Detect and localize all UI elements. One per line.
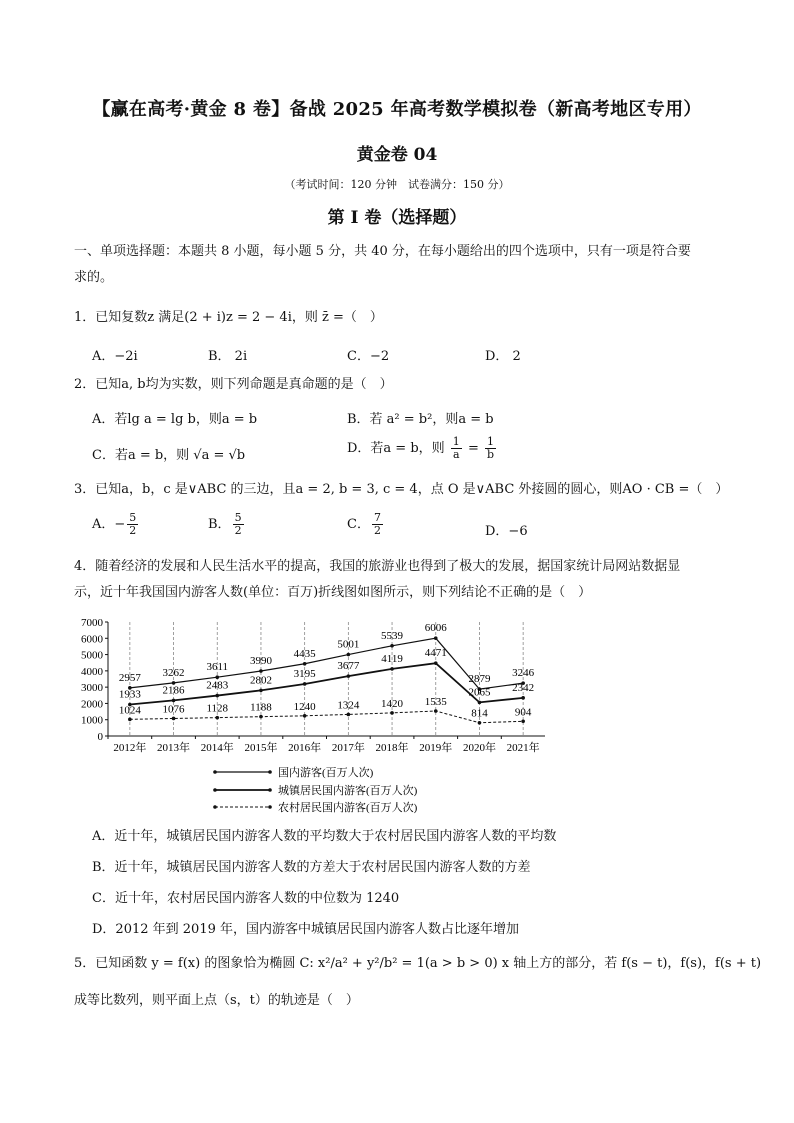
q3-stem: 3．已知a，b，c 是∨ABC 的三边，且a = 2, b = 3, c = 4，点 O 是∨ABC 外接圆的圆心，则AO · CB =（ ） [74, 482, 729, 497]
q5-stem-line2: 成等比数列，则平面上点（s，t）的轨迹是（ ） [74, 993, 359, 1008]
q3-option-b: B． $\frac{5}{2}$ [208, 511, 242, 537]
q5-stem-line1: 5．已知函数 y = f(x) 的图象恰为椭圆 C: x²/a² + y²/b² = 1(a > b > 0) x 轴上方的部分，若 f(s − t)，f(s)，f(s + t) [74, 956, 762, 971]
chart-data-labels [119, 622, 535, 720]
data-point [521, 696, 525, 700]
q4-stem-line2: 示，近十年我国国内游客人数(单位：百万)折线图如图所示，则下列结论不正确的是（ ） [74, 585, 592, 600]
data-label: 4471 [424, 647, 447, 660]
data-point [347, 674, 351, 678]
data-label: 1188 [250, 701, 272, 714]
data-label: 2065 [468, 686, 491, 699]
y-tick-label: 3000 [81, 682, 103, 695]
data-label: 2957 [118, 671, 141, 684]
q1-option-a: A．−2i [92, 349, 138, 364]
y-tick-label: 0 [97, 731, 103, 743]
y-tick-label: 1000 [81, 714, 103, 727]
data-point [347, 713, 351, 717]
section-instruction-line1: 一、单项选择题：本题共 8 小题，每小题 5 分，共 40 分，在每小题给出的四个选项中，只有一项是符合要 [74, 244, 691, 259]
q2-d-fraction-1: $\frac{1}{a}$ [452, 435, 460, 461]
x-tick-label: 2019年 [419, 742, 453, 754]
data-label: 814 [471, 707, 488, 720]
q2-option-d-prefix: D．若a = b，则 [347, 441, 445, 456]
q4-option-b: B．近十年，城镇居民国内游客人数的方差大于农村居民国内游客人数的方差 [92, 860, 531, 875]
q2-option-b: B．若 a² = b²，则a = b [347, 412, 494, 427]
data-point [478, 701, 482, 705]
q4-option-c: C．近十年，农村居民国内游客人数的中位数为 1240 [92, 891, 400, 906]
q1-option-d: D． 2 [485, 349, 521, 364]
part-title: 第 I 卷（选择题） [327, 208, 467, 228]
x-tick-label: 2012年 [113, 742, 147, 754]
section-instruction-line2: 求的。 [74, 270, 114, 285]
x-tick-label: 2017年 [331, 742, 365, 754]
x-tick-label: 2016年 [288, 742, 322, 754]
data-point [172, 717, 176, 721]
q2-option-d: D．若a = b，则 $\frac{1}{a}$ = $\frac{1}{b}$ [347, 435, 494, 461]
q3-a-fraction: $\frac{5}{2}$ [129, 511, 137, 537]
x-tick-label: 2018年 [375, 742, 409, 754]
x-tick-label: 2013年 [157, 742, 191, 754]
data-point [434, 636, 438, 640]
y-tick-label: 5000 [81, 649, 103, 662]
data-label: 2879 [468, 673, 491, 686]
data-label: 3195 [293, 667, 316, 680]
data-label: 2186 [162, 684, 185, 697]
q2-d-fraction-2: $\frac{1}{b}$ [486, 435, 494, 461]
data-point [521, 719, 525, 723]
exam-info: （考试时间：120 分钟 试卷满分：150 分） [284, 178, 510, 191]
data-label: 3246 [512, 667, 535, 680]
data-label: 4435 [293, 647, 316, 660]
q4-stem-line1: 4．随着经济的发展和人民生活水平的提高，我国的旅游业也得到了极大的发展，据国家统计局网站数据显 [74, 559, 681, 574]
data-label: 3990 [249, 655, 272, 668]
data-label: 1024 [118, 704, 141, 717]
data-point [172, 699, 176, 703]
q4-option-d: D．2012 年到 2019 年，国内游客中城镇居民国内游客人数占比逐年增加 [92, 922, 519, 937]
q3-c-fraction: $\frac{7}{2}$ [373, 511, 381, 537]
data-point [259, 689, 263, 693]
chart-legend [210, 764, 470, 816]
data-point [390, 711, 394, 715]
q1-option-c: C．−2 [347, 349, 390, 364]
exam-subtitle: 黄金卷 04 [356, 145, 438, 165]
data-point [390, 644, 394, 648]
x-tick-label: 2020年 [462, 742, 496, 754]
data-label: 1240 [293, 700, 316, 713]
data-label: 1933 [118, 688, 141, 701]
data-point [303, 714, 307, 718]
exam-title: 【赢在高考·黄金 8 卷】备战 2025 年高考数学模拟卷（新高考地区专用） [92, 99, 702, 120]
data-point [259, 669, 263, 673]
x-tick-label: 2021年 [506, 742, 540, 754]
data-point [215, 716, 219, 720]
data-point [434, 661, 438, 665]
y-tick-label: 2000 [81, 698, 103, 711]
data-point [303, 662, 307, 666]
y-tick-label: 4000 [81, 665, 103, 678]
q3-b-fraction: $\frac{5}{2}$ [234, 511, 242, 537]
data-point [478, 721, 482, 725]
data-label: 4119 [381, 652, 403, 665]
x-tick-label: 2014年 [200, 742, 234, 754]
y-tick-label: 6000 [81, 633, 103, 646]
data-label: 3611 [206, 661, 229, 674]
q3-option-a: A．− $\frac{5}{2}$ [92, 511, 137, 537]
data-label: 1076 [162, 703, 185, 716]
data-label: 2483 [206, 679, 229, 692]
data-label: 1128 [206, 702, 229, 715]
q3-option-c: C． $\frac{7}{2}$ [347, 511, 381, 537]
data-label: 1535 [424, 696, 447, 709]
data-label: 2342 [512, 681, 535, 694]
legend-label-urban: 城镇居民国内游客(百万人次) [278, 785, 418, 797]
data-point [434, 709, 438, 713]
data-label: 1324 [337, 699, 360, 712]
legend-label-rural: 农村居民国内游客(百万人次) [278, 802, 418, 814]
data-label: 6006 [424, 622, 447, 635]
data-label: 904 [514, 706, 532, 719]
data-point [259, 715, 263, 719]
x-tick-label: 2015年 [244, 742, 278, 754]
q1-stem: 1．已知复数z 满足(2 + i)z = 2 − 4i，则 z̄ =（ ） [74, 310, 383, 325]
data-point [215, 694, 219, 698]
q2-option-a: A．若lg a = lg b，则a = b [92, 412, 258, 427]
series-line-1 [130, 663, 523, 704]
data-point [347, 653, 351, 657]
data-label: 3677 [337, 660, 360, 673]
q3-option-d: D．−6 [485, 524, 528, 539]
legend-label-total: 国内游客(百万人次) [278, 767, 374, 779]
data-point [390, 667, 394, 671]
data-label: 5001 [337, 638, 360, 651]
data-label: 1420 [381, 697, 404, 710]
q2-stem: 2．已知a, b均为实数，则下列命题是真命题的是（ ） [74, 377, 393, 392]
data-label: 5539 [381, 629, 404, 642]
data-point [128, 718, 132, 722]
chart-series [128, 636, 525, 724]
q1-option-b: B． 2i [208, 349, 248, 364]
q2-option-c: C．若a = b，则 √a = √b [92, 448, 246, 463]
data-point [215, 675, 219, 679]
q4-option-a: A．近十年，城镇居民国内游客人数的平均数大于农村居民国内游客人数的平均数 [92, 829, 557, 844]
data-label: 3262 [162, 666, 185, 679]
series-line-2 [130, 711, 523, 723]
data-point [303, 682, 307, 686]
y-tick-label: 7000 [81, 617, 103, 629]
series-line-0 [130, 638, 523, 689]
data-label: 2802 [249, 674, 272, 687]
